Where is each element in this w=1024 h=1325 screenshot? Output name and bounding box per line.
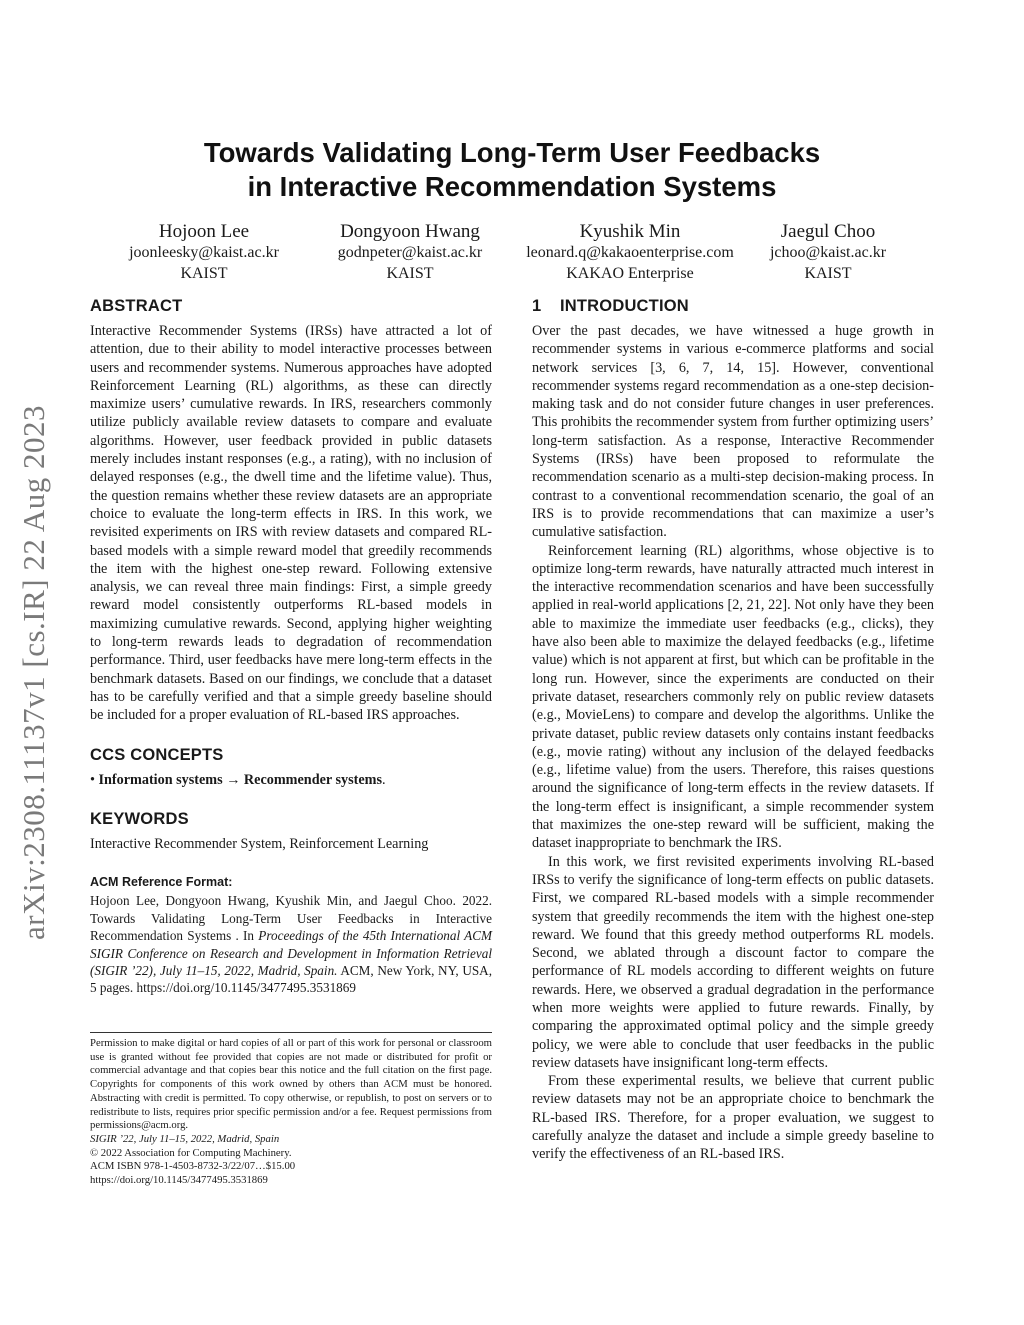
author-affiliation: KAIST [386,264,434,282]
intro-paragraph-1: Over the past decades, we have witnessed a huge growth in recommender systems in various e-commerce platforms and social network services [3, 6, 7, 14, 15]. However, conventional recommender systems regard recommendation as a one-step decision-making task and do not consider future changes in user preferences. This prohibits the recommender system from further optimizing users’ long-term satisfaction. As a response, Interactive Recommender Systems (IRSs) have been proposed to reformulate the recommendation scenario as a multi-step decision-making process. In contrast to a conventional recommendation scenario, the goal of an IRS is to provide recommendations that can maximize a user’s cumulative satisfaction. [532,323,934,541]
section-title: INTRODUCTION [560,297,689,315]
author-email[interactable]: jchoo@kaist.ac.kr [769,244,887,261]
acm-ref-plain: Hojoon Lee, Dongyoon Hwang, Kyushik Min, and Jaegul Choo. 2022. Towards Validating Long-Term User Feedbacks in Interactive Recommendation Systems . In [90,893,492,944]
permission-copyright: © 2022 Association for Computing Machinery. [90,1146,292,1159]
acm-reference-heading: ACM Reference Format: [90,875,233,890]
author-list [90,221,934,283]
author-block [510,221,750,284]
paper-title [90,136,934,204]
acm-reference-text [90,892,492,996]
acm-ref-tail: ACM, New York, NY, USA, 5 pages. https://doi.org/10.1145/3477495.3531869 [90,963,492,996]
intro-paragraph-4: From these experimental results, we believe that current public review datasets may not be an appropriate choice to benchmark the RL-based IRS. Therefore, for a proper evaluation, we suggest to carefully analyze the dataset and include a simple greedy baseline to verify the effectiveness of an RL-based IRS. [532,1073,934,1163]
author-name: Hojoon Lee [158,221,250,242]
author-block [304,221,516,284]
author-affiliation: KAIST [804,264,852,282]
left-column [90,296,492,997]
title-line-2: in Interactive Recommendation Systems [247,171,777,202]
author-block [750,221,906,284]
intro-paragraph-3: In this work, we first revisited experiments involving RL-based IRSs to verify the significance of long-term effects on public datasets. First, we compared RL-based models with a simple recommender system that greedily recommends the item with the highest one-step reward. We found that this greedy method outperforms RL models. Second, we ablated through a discount factor to compare the performance of RL models according to different weights on future rewards. Here, we observed a gradual degradation in the performance when more weights were applied to future rewards. Finally, by comparing the approximated optimal policy and the simple greedy policy, we were able to conclude that user feedbacks in the public review datasets have insignificant long-term effects. [532,853,934,1071]
author-name: Jaegul Choo [780,221,876,242]
title-line-1: Towards Validating Long-Term User Feedbacks [203,137,821,168]
author-email[interactable]: joonleesky@kaist.ac.kr [129,244,279,261]
acm-ref-italic: Proceedings of the 45th International ACM SIGIR Conference on Research and Development in Information Retrieval (SIGIR ’22), July 11–15, 2022, Madrid, Spain. [90,928,492,979]
right-column [532,296,934,1164]
permission-text: Permission to make digital or hard copies of all or part of this work for personal or classroom use is granted without fee provided that copies are not made or distributed for profit or commercial advantage and that copies bear this notice and the full citation on the first page. Copyrights for components of this work owned by others than ACM must be honored. Abstracting with credit is permitted. To copy otherwise, or republish, to post on servers or to redistribute to lists, requires prior specific permission and/or a fee. Request permissions from permissions@acm.org. [90,1037,492,1132]
permission-block [90,1032,492,1188]
keywords-text: Interactive Recommender System, Reinforcement Learning [90,835,429,852]
ccs-tail: . [381,771,386,788]
arxiv-identifier: arXiv:2308.11137v1 [cs.IR] 22 Aug 2023 [16,404,51,940]
author-affiliation: KAIST [180,264,228,282]
ccs-concepts [90,771,492,789]
author-name: Kyushik Min [579,221,681,242]
author-email[interactable]: godnpeter@kaist.ac.kr [337,244,483,261]
intro-paragraph-2: Reinforcement learning (RL) algorithms, whose objective is to optimize long-term rewards, have naturally attracted much interest in the interactive recommendation scenarios and have been successfully applied in real-world applications [2, 21, 22]. Not only have they been able to maximize the immediate user feedbacks (e.g., clicks), they have also been able to maximize the delayed feedbacks (e.g., lifetime value) which is not apparent at first, but which can be profitable in the long run. However, since the experiments are conducted on their private dataset, researchers commonly rely on public review datasets (e.g., MovieLens) to compare and develop the algorithms. Unlike the private dataset, public review datasets only contains instant feedbacks (e.g., movie rating) without any inclusion of the delayed feedbacks (e.g., lifetime value) from the users. Therefore, this raises questions around the significance of long-term effects in the review datasets. If the long-term effect is insignificant, a simple recommender system that maximizes the one-step reward will be sufficient, making the dataset inappropriate to benchmark the IRS. [532,542,934,852]
footnote-divider [90,1032,492,1033]
author-name: Dongyoon Hwang [340,221,480,242]
abstract-heading: ABSTRACT [90,297,183,315]
keywords-heading: KEYWORDS [90,809,189,828]
permission-doi[interactable]: https://doi.org/10.1145/3477495.3531869 [90,1174,268,1187]
permission-isbn: ACM ISBN 978-1-4503-8732-3/22/07…$15.00 [90,1160,296,1173]
permission-venue: SIGIR ’22, July 11–15, 2022, Madrid, Spain [90,1132,280,1145]
author-email[interactable]: leonard.q@kakaoenterprise.com [526,244,734,261]
introduction-heading [532,296,934,316]
ccs-concept: Information systems → Recommender systems [98,771,382,788]
section-number: 1 [532,297,542,315]
ccs-heading: CCS CONCEPTS [90,745,224,764]
ccs-bullet: • [90,771,95,788]
author-affiliation: KAKAO Enterprise [566,264,694,282]
author-block [90,221,318,284]
abstract-text: Interactive Recommender Systems (IRSs) have attracted a lot of attention, due to their ability to model interactive processes between users and recommender systems. Numerous approaches have adopted Reinforcement Learning (RL) algorithms, as these can directly maximize users’ cumulative rewards. In IRS, researchers commonly utilize publicly available review datasets to compare and evaluate algorithms. However, user feedback provided in public datasets merely includes instant responses (e.g., a rating), with no inclusion of delayed responses (e.g., the dwell time and the lifetime value). Thus, the question remains whether these review datasets are an appropriate choice to evaluate the long-term effects in IRS. In this work, we revisited experiments on IRS with review datasets and compared RL-based models with a simple reward model that greedily recommends the item with the highest one-step reward. Following extensive analysis, we can reveal three main findings: First, a simple greedy reward model consistently outperforms RL-based models in maximizing cumulative rewards. Second, applying higher weighting to long-term rewards leads to degradation of recommendation performance. Third, user feedbacks have mere long-term effects in the benchmark datasets. Based on our findings, we conclude that a dataset has to be carefully verified and that a simple greedy baseline should be included for a proper evaluation of RL-based IRS approaches. [90,323,492,724]
